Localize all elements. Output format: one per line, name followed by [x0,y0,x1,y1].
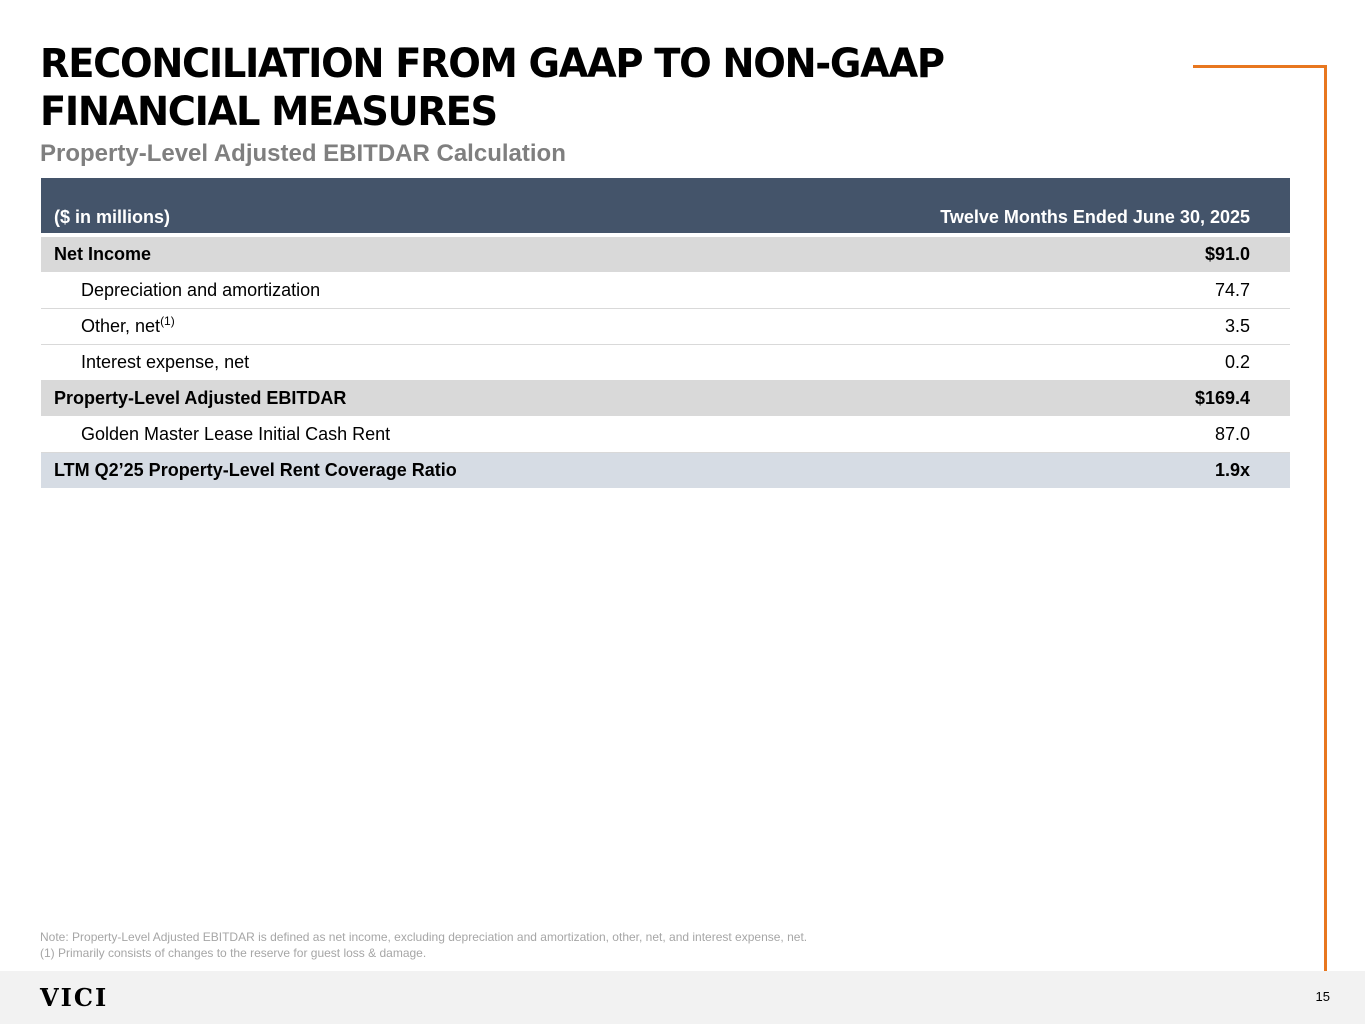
header-period: Twelve Months Ended June 30, 2025 [719,178,1290,235]
table-row [41,417,1290,453]
footnote-marker: (1) [160,314,175,328]
row-label: Golden Master Lease Initial Cash Rent [41,417,719,453]
table-row [41,235,1290,273]
reconciliation-table [41,178,1290,488]
row-value: $91.0 [719,235,1290,273]
table-row [41,345,1290,381]
header-units: ($ in millions) [41,178,719,235]
row-label: Net Income [41,235,719,273]
vici-logo: VICI [40,983,109,1012]
row-label: LTM Q2’25 Property-Level Rent Coverage Ratio [41,453,719,489]
row-label: Property-Level Adjusted EBITDAR [41,381,719,417]
row-value: 1.9x [719,453,1290,489]
accent-line-horizontal [1193,65,1327,68]
table-row [41,453,1290,489]
note-footnote-1: (1) Primarily consists of changes to the reserve for guest loss & damage. [40,946,427,960]
footer-bar [0,971,1365,1024]
table-row [41,381,1290,417]
row-label: Interest expense, net [41,345,719,381]
table-row [41,309,1290,345]
row-value: 87.0 [719,417,1290,453]
page-title: RECONCILIATION FROM GAAP TO NON-GAAP FINANCIAL MEASURES [40,41,944,135]
footnotes [40,929,807,961]
row-value: 3.5 [719,309,1290,345]
row-label-cell [41,309,719,345]
page-number: 15 [1315,989,1330,1004]
row-value: $169.4 [719,381,1290,417]
row-label: Other, net [81,316,161,336]
table-row [41,273,1290,309]
row-value: 0.2 [719,345,1290,381]
page-subtitle: Property-Level Adjusted EBITDAR Calculation [40,140,566,167]
row-value: 74.7 [719,273,1290,309]
table-header-row [41,178,1290,235]
note-definition: Note: Property-Level Adjusted EBITDAR is defined as net income, excluding depreciation and amortization, other, net, and interest expense, net. [40,930,808,944]
accent-line-vertical [1324,65,1327,972]
row-label: Depreciation and amortization [41,273,719,309]
